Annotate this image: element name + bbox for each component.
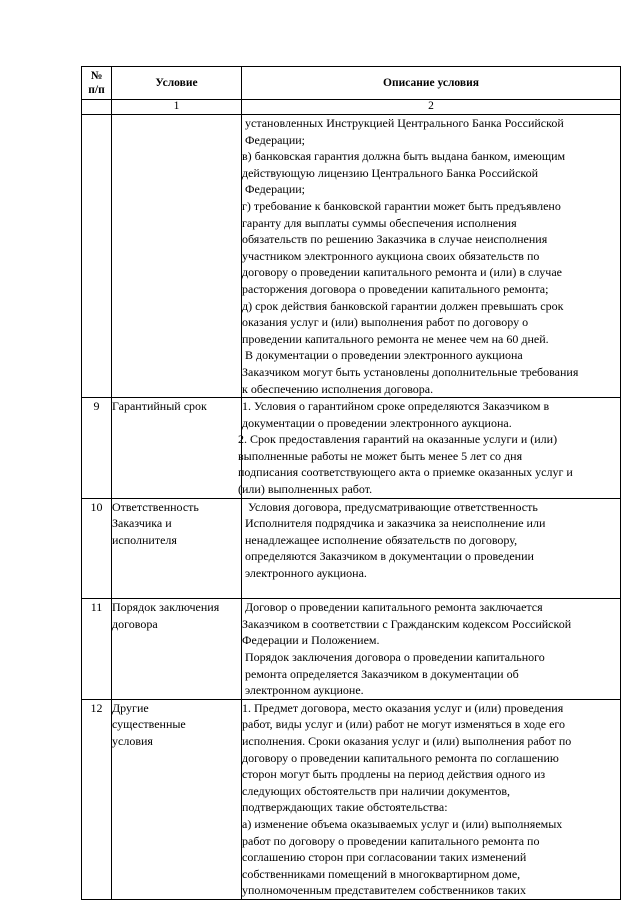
condition-line: Порядок заключения — [112, 600, 220, 615]
condition-line: Ответственность — [112, 499, 199, 514]
description-line: а) изменение объема оказываемых услуг и (или) выполняемых — [242, 816, 563, 831]
row-description — [242, 115, 621, 398]
description-line: обязательств по решению Заказчика в случае неисполнения — [242, 232, 548, 247]
condition-line: Заказчика и — [112, 516, 172, 531]
condition-line: существенные — [112, 717, 186, 732]
condition-line: исполнителя — [112, 532, 177, 547]
description-line: установленных Инструкцией Центрального Банка Российской — [245, 116, 564, 130]
description-line: участником электронного аукциона своих обязательств по — [242, 248, 540, 263]
description-line: г) требование к банковской гарантии может быть предъявлено — [242, 198, 561, 213]
description-line: уполномоченным представителем собственников таких — [242, 883, 526, 898]
header-description: Описание условия — [242, 67, 621, 100]
table-row — [82, 115, 621, 398]
description-line: следующих обстоятельств при наличии документов, — [242, 783, 510, 798]
description-line: электронном аукционе. — [245, 683, 364, 698]
description-line: собственниками помещений в многоквартирном доме, — [242, 866, 521, 881]
row-condition — [112, 699, 242, 899]
description-line: Исполнителя подрядчика и заказчика за неисполнение или — [245, 516, 546, 531]
table-row — [82, 599, 621, 700]
table-row — [82, 398, 621, 499]
description-line: определяются Заказчиком в документации о проведении — [245, 549, 534, 564]
description-line: работ, виды услуг и (или) работ не могут изменяться в ходе его — [242, 717, 566, 732]
condition-line: Другие — [112, 700, 149, 715]
description-line: сторон могут быть продлены на период действия одного из — [242, 767, 546, 782]
description-line: Порядок заключения договора о проведении капитального — [245, 650, 545, 664]
description-line: выполненные работы не может быть менее 5 лет со дня — [238, 448, 523, 463]
description-line: подтверждающих такие обстоятельства: — [242, 800, 448, 815]
row-description — [242, 599, 621, 700]
column-number-1: 1 — [112, 100, 242, 115]
row-condition — [112, 398, 242, 499]
description-line: подписания соответствующего акта о приемке оказанных услуг и — [238, 465, 573, 480]
condition-line: условия — [112, 733, 153, 748]
description-line: (или) выполненных работ. — [238, 482, 373, 497]
description-line: договору о проведении капитального ремонта по соглашению — [242, 750, 559, 765]
table-row — [82, 498, 621, 599]
description-line: электронного аукциона. — [245, 566, 367, 581]
conditions-table — [81, 66, 621, 900]
row-description — [238, 398, 621, 499]
row-number: 12 — [82, 699, 112, 899]
description-line: 1. Условия о гарантийном сроке определяются Заказчиком в — [242, 399, 550, 414]
description-line: Заказчиком могут быть установлены дополнительные требования — [242, 364, 579, 379]
condition-line: договора — [112, 616, 158, 631]
description-line: Условия договора, предусматривающие ответственность — [248, 499, 538, 514]
description-line: оказания услуг и (или) выполнения работ по договору о — [242, 315, 529, 330]
description-line: договору о проведении капитального ремонта и (или) в случае — [242, 265, 562, 280]
description-line: в) банковская гарантия должна быть выдана банком, имеющим — [242, 149, 566, 164]
header-condition: Условие — [112, 67, 242, 100]
description-line: Договор о проведении капитального ремонта заключается — [245, 600, 543, 615]
description-line: ненадлежащее исполнение обязательств по договору, — [245, 532, 518, 547]
description-line: Заказчиком в соответствии с Гражданским кодексом Российской — [242, 616, 572, 631]
description-line: Федерации и Положением. — [242, 633, 380, 648]
row-number: 9 — [82, 398, 112, 499]
description-line: В документации о проведении электронного аукциона — [245, 348, 523, 363]
description-line: д) срок действия банковской гарантии должен превышать срок — [242, 298, 564, 313]
table-row — [82, 699, 621, 899]
row-number: 10 — [82, 498, 112, 599]
description-line: работ по договору о проведении капитального ремонта по — [242, 833, 540, 848]
row-number — [82, 115, 112, 398]
row-number: 11 — [82, 599, 112, 700]
description-line: гаранту для выплаты суммы обеспечения исполнения — [242, 215, 517, 230]
row-condition — [112, 498, 242, 599]
description-line: к обеспечению исполнения договора. — [242, 381, 434, 396]
description-line: Федерации; — [245, 132, 306, 147]
description-line: исполнения. Сроки оказания услуг и (или) выполнения работ по — [242, 733, 572, 748]
row-description — [242, 699, 621, 899]
description-line: проведении капитального ремонта не менее чем на 60 дней. — [242, 331, 549, 346]
table-header-row — [82, 67, 621, 100]
header-num-line2: п/п — [88, 84, 105, 96]
description-line — [242, 582, 620, 599]
description-line: Федерации; — [245, 182, 306, 197]
description-line: расторжения договора о проведении капитального ремонта; — [242, 281, 549, 296]
row-condition — [112, 599, 242, 700]
column-number-2: 2 — [242, 100, 621, 115]
condition-line: Гарантийный срок — [112, 399, 207, 414]
description-line: 2. Срок предоставления гарантий на оказанные услуги и (или) — [238, 432, 558, 447]
description-line: действующую лицензию Центрального Банка Российской — [242, 165, 539, 180]
description-line: соглашению сторон при согласовании таких изменений — [242, 850, 527, 865]
description-line: ремонта определяется Заказчиком в документации об — [245, 666, 519, 681]
column-number-empty — [82, 100, 112, 115]
header-num — [82, 67, 112, 100]
description-line: документации о проведении электронного аукциона. — [242, 415, 512, 430]
row-condition — [112, 115, 242, 398]
column-number-row — [82, 100, 621, 115]
row-description — [242, 498, 621, 599]
header-num-line1: № — [90, 70, 103, 82]
description-line: 1. Предмет договора, место оказания услуг и (или) проведения — [242, 700, 564, 715]
